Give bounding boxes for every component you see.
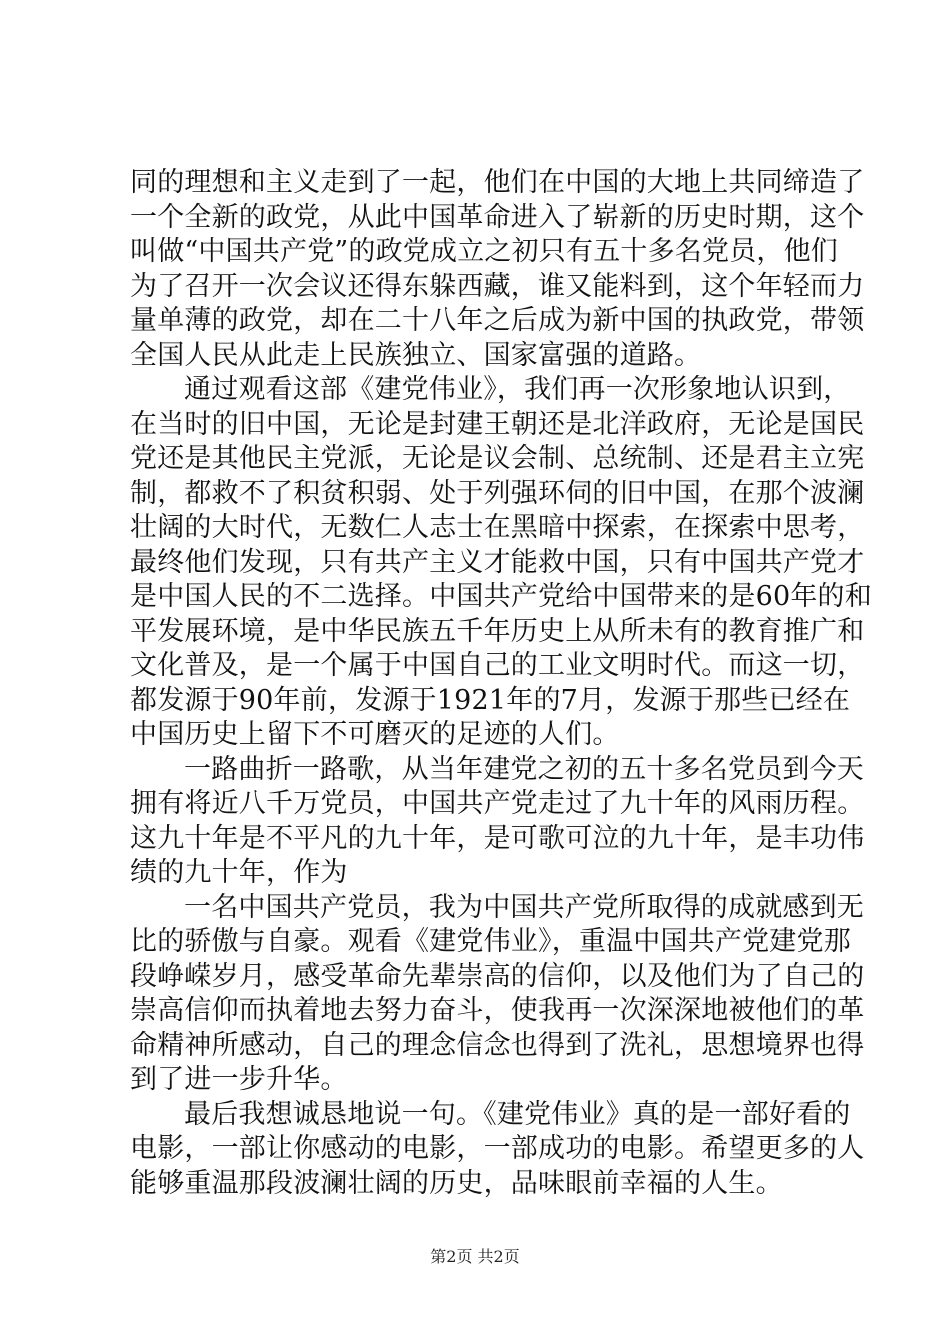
text-line: 全国人民从此走上民族独立、国家富强的道路。: [130, 339, 702, 371]
text-line: 段峥嵘岁月，感受革命先辈崇高的信仰，以及他们为了自己的: [130, 960, 865, 992]
paragraph: [130, 373, 872, 753]
text-line: 电影，一部让你感动的电影，一部成功的电影。希望更多的人: [130, 1133, 865, 1164]
text-line: 量单薄的政党，却在二十八年之后成为新中国的执政党，带领: [130, 305, 865, 336]
text-line: 为了召开一次会议还得东躲西藏，谁又能料到，这个年轻而力: [130, 270, 865, 302]
document-body: [130, 166, 872, 1201]
text-line: 比的骄傲与自豪。观看《建党伟业》，重温中国共产党建党那: [130, 926, 851, 957]
paragraph: [130, 891, 865, 1098]
text-line: 都发源于90年前，发源于1921年的7月，发源于那些已经在: [130, 684, 851, 716]
text-line: 是中国人民的不二选择。中国共产党给中国带来的是60年的和: [130, 581, 872, 612]
text-line: 一路曲折一路歌，从当年建党之初的五十多名党员到今天: [184, 753, 864, 785]
text-line: 壮阔的大时代，无数仁人志士在黑暗中探索，在探索中思考，: [130, 512, 865, 543]
text-line: 在当时的旧中国，无论是封建王朝还是北洋政府，无论是国民: [130, 408, 865, 440]
paragraph: [130, 1098, 865, 1202]
text-line: 叫做“中国共产党”的政党成立之初只有五十多名党员，他们: [130, 236, 839, 267]
text-line: 这九十年是不平凡的九十年，是可歌可泣的九十年，是丰功伟: [130, 822, 865, 854]
text-line: 命精神所感动，自己的理念信念也得到了洗礼，思想境界也得: [130, 1029, 865, 1061]
text-line: 同的理想和主义走到了一起，他们在中国的大地上共同缔造了: [130, 167, 865, 198]
text-line: 制，都救不了积贫积弱、处于列强环伺的旧中国，在那个波澜: [130, 477, 865, 509]
text-line: 平发展环境，是中华民族五千年历史上从所未有的教育推广和: [130, 615, 865, 647]
text-line: 到了进一步升华。: [130, 1064, 348, 1095]
text-line: 党还是其他民主党派，无论是议会制、总统制、还是君主立宪: [130, 443, 865, 474]
paragraph: [130, 166, 865, 373]
page-footer: 第2页 共2页: [430, 1247, 520, 1266]
text-line: 最终他们发现，只有共产主义才能救中国，只有中国共产党才: [130, 546, 865, 578]
text-line: 文化普及，是一个属于中国自己的工业文明时代。而这一切，: [130, 650, 865, 681]
text-line: 通过观看这部《建党伟业》，我们再一次形象地认识到，: [184, 374, 851, 405]
text-line: 最后我想诚恳地说一句。《建党伟业》真的是一部好看的: [184, 1098, 851, 1130]
text-line: 崇高信仰而执着地去努力奋斗，使我再一次深深地被他们的革: [130, 995, 865, 1026]
text-line: 拥有将近八千万党员，中国共产党走过了九十年的风雨历程。: [130, 788, 865, 819]
paragraph: [130, 753, 865, 891]
text-line: 绩的九十年，作为: [130, 857, 348, 888]
text-line: 一个全新的政党，从此中国革命进入了崭新的历史时期，这个: [130, 201, 865, 233]
text-line: 中国历史上留下不可磨灭的足迹的人们。: [130, 719, 620, 750]
text-line: 一名中国共产党员，我为中国共产党所取得的成就感到无: [184, 891, 864, 923]
text-line: 能够重温那段波澜壮阔的历史，品味眼前幸福的人生。: [130, 1167, 783, 1199]
